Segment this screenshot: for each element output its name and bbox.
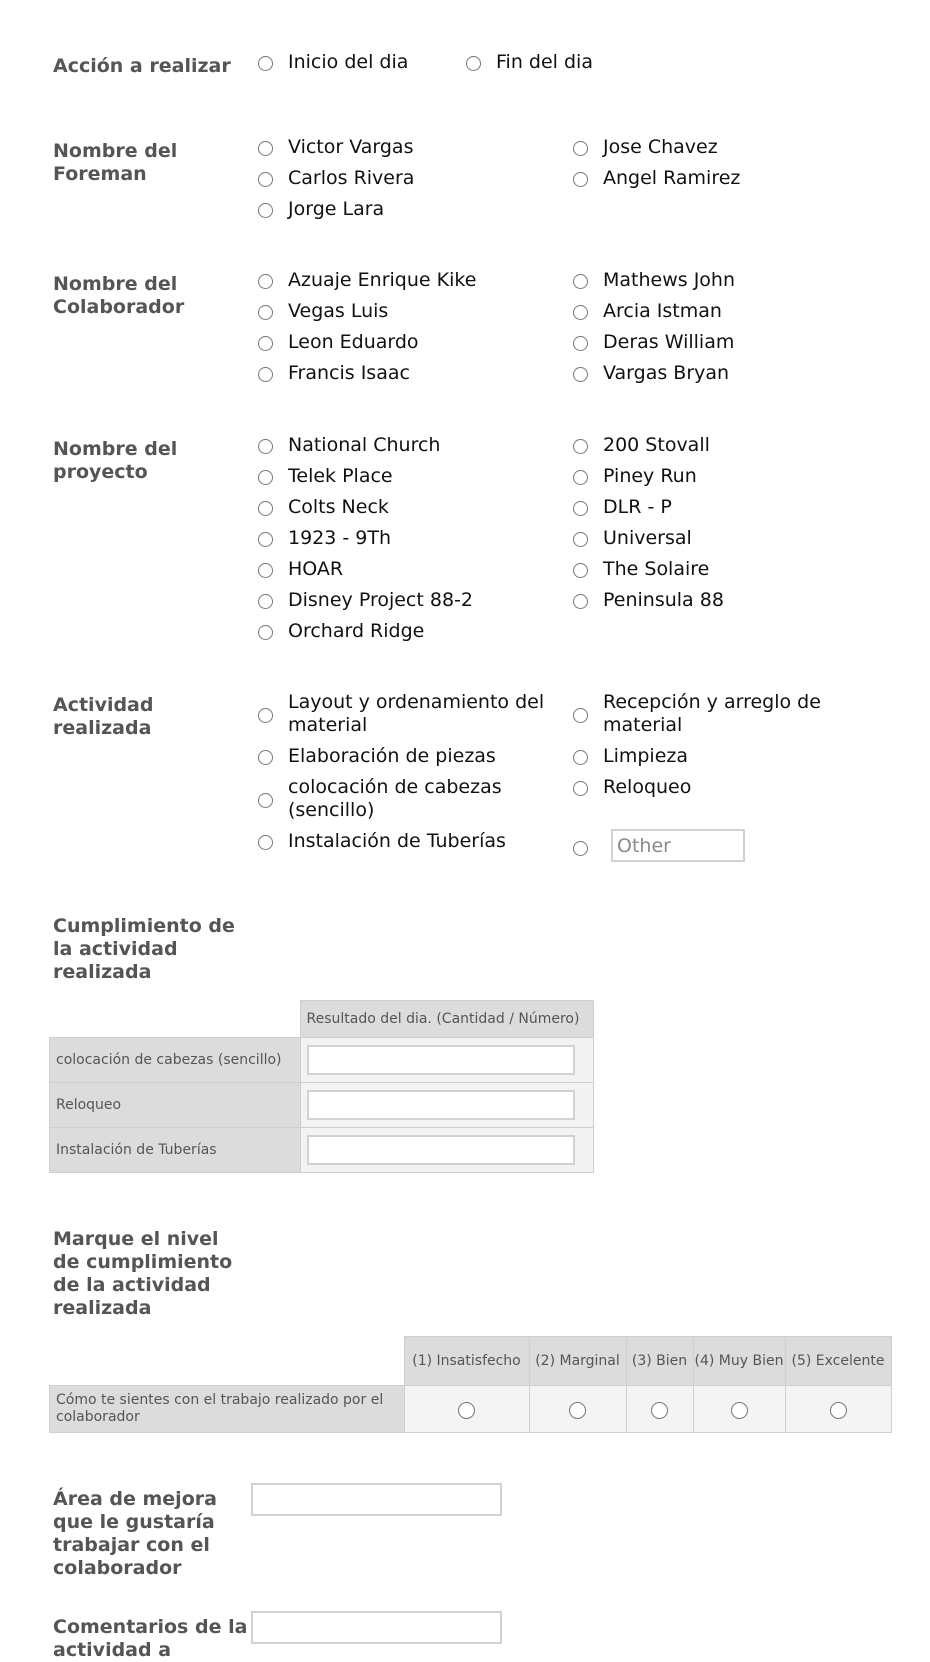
rating-column-header: (1) Insatisfecho bbox=[404, 1337, 529, 1386]
mejora-input[interactable] bbox=[251, 1483, 502, 1516]
resultado-input[interactable] bbox=[307, 1045, 575, 1075]
radio-proyecto[interactable] bbox=[258, 620, 424, 644]
option-label: Instalación de Tuberías bbox=[288, 830, 506, 852]
radio-colaborador[interactable] bbox=[573, 300, 722, 324]
option-label: 1923 - 9Th bbox=[288, 527, 392, 549]
radio-circle-icon[interactable] bbox=[573, 141, 588, 156]
radio-circle-icon[interactable] bbox=[651, 1402, 668, 1419]
nivel-table bbox=[49, 1336, 892, 1433]
option-label: Victor Vargas bbox=[288, 136, 414, 158]
column-header: Resultado del dia. (Cantidad / Número) bbox=[300, 1001, 593, 1038]
option-label: HOAR bbox=[288, 558, 344, 580]
radio-circle-icon[interactable] bbox=[573, 781, 588, 796]
option-label: Francis Isaac bbox=[288, 362, 410, 384]
radio-proyecto[interactable] bbox=[258, 434, 440, 458]
radio-circle-icon[interactable] bbox=[466, 56, 481, 71]
table-cell bbox=[300, 1127, 593, 1172]
corner-cell bbox=[50, 1001, 301, 1038]
resultado-input[interactable] bbox=[307, 1135, 575, 1165]
radio-circle-icon[interactable] bbox=[258, 305, 273, 320]
radio-proyecto[interactable] bbox=[573, 496, 672, 520]
radio-fin-del-dia[interactable] bbox=[466, 51, 593, 75]
radio-circle-icon[interactable] bbox=[573, 594, 588, 609]
radio-proyecto[interactable] bbox=[258, 589, 473, 613]
option-label: Azuaje Enrique Kike bbox=[288, 269, 477, 291]
cumplimiento-table bbox=[49, 1000, 594, 1173]
radio-foreman[interactable] bbox=[258, 167, 414, 191]
option-label: Recepción y arreglo de material bbox=[603, 691, 821, 736]
other-input[interactable] bbox=[611, 829, 745, 862]
option-label: Orchard Ridge bbox=[288, 620, 425, 642]
radio-circle-icon[interactable] bbox=[258, 501, 273, 516]
radio-proyecto[interactable] bbox=[258, 465, 393, 489]
radio-circle-icon[interactable] bbox=[573, 305, 588, 320]
radio-actividad[interactable] bbox=[573, 776, 691, 800]
radio-actividad[interactable] bbox=[573, 745, 688, 769]
radio-colaborador[interactable] bbox=[573, 362, 729, 386]
rating-cell[interactable] bbox=[529, 1386, 626, 1433]
rating-column-header: (5) Excelente bbox=[785, 1337, 891, 1386]
radio-proyecto[interactable] bbox=[258, 558, 343, 582]
proyecto-label: Nombre del proyecto bbox=[53, 438, 178, 483]
radio-circle-icon[interactable] bbox=[573, 172, 588, 187]
option-label: Jorge Lara bbox=[288, 198, 385, 220]
option-label: Inicio del dia bbox=[288, 51, 409, 73]
option-label: Fin del dia bbox=[496, 51, 593, 73]
radio-circle-icon[interactable] bbox=[258, 532, 273, 547]
table-row-label: Instalación de Tuberías bbox=[50, 1127, 301, 1172]
radio-actividad[interactable] bbox=[573, 691, 853, 737]
radio-circle-icon[interactable] bbox=[258, 594, 273, 609]
radio-circle-icon[interactable] bbox=[573, 501, 588, 516]
rating-column-header: (3) Bien bbox=[626, 1337, 693, 1386]
radio-circle-icon[interactable] bbox=[573, 336, 588, 351]
radio-circle-icon[interactable] bbox=[573, 274, 588, 289]
radio-foreman[interactable] bbox=[258, 136, 413, 160]
option-label: DLR - P bbox=[603, 496, 672, 518]
radio-colaborador[interactable] bbox=[258, 331, 419, 355]
cumplimiento-label: Cumplimiento de la actividad realizada bbox=[53, 915, 235, 983]
resultado-input[interactable] bbox=[307, 1090, 575, 1120]
table-row-label: colocación de cabezas (sencillo) bbox=[50, 1037, 301, 1082]
radio-actividad[interactable] bbox=[258, 776, 548, 822]
radio-colaborador[interactable] bbox=[258, 362, 410, 386]
radio-proyecto[interactable] bbox=[573, 558, 709, 582]
comentarios-label: Comentarios de la actividad a bbox=[53, 1616, 248, 1661]
radio-circle-icon[interactable] bbox=[258, 835, 273, 850]
option-label: Arcia Istman bbox=[603, 300, 722, 322]
option-label: Leon Eduardo bbox=[288, 331, 419, 353]
radio-proyecto[interactable] bbox=[573, 527, 692, 551]
radio-proyecto[interactable] bbox=[573, 434, 710, 458]
option-label: Vargas Bryan bbox=[603, 362, 730, 384]
radio-circle-icon[interactable] bbox=[258, 750, 273, 765]
radio-circle-icon[interactable] bbox=[573, 563, 588, 578]
option-label: Disney Project 88-2 bbox=[288, 589, 473, 611]
accion-label: Acción a realizar bbox=[53, 55, 231, 77]
radio-circle-icon[interactable] bbox=[573, 367, 588, 382]
radio-inicio-del-dia[interactable] bbox=[258, 51, 408, 75]
radio-proyecto[interactable] bbox=[573, 589, 724, 613]
radio-circle-icon[interactable] bbox=[573, 439, 588, 454]
option-label: Vegas Luis bbox=[288, 300, 389, 322]
radio-actividad[interactable] bbox=[258, 830, 506, 854]
radio-actividad-other[interactable] bbox=[573, 836, 603, 860]
radio-circle-icon[interactable] bbox=[258, 336, 273, 351]
option-label: Peninsula 88 bbox=[603, 589, 724, 611]
nivel-label: Marque el nivel de cumplimiento de la actividad realizada bbox=[53, 1228, 233, 1319]
table-cell bbox=[300, 1037, 593, 1082]
option-label: Colts Neck bbox=[288, 496, 389, 518]
radio-colaborador[interactable] bbox=[573, 269, 735, 293]
option-label: Angel Ramirez bbox=[603, 167, 741, 189]
option-label: Layout y ordenamiento del material bbox=[288, 691, 545, 736]
rating-cell[interactable] bbox=[693, 1386, 785, 1433]
radio-foreman[interactable] bbox=[573, 167, 740, 191]
option-label: Reloqueo bbox=[603, 776, 692, 798]
radio-circle-icon[interactable] bbox=[258, 203, 273, 218]
radio-circle-icon[interactable] bbox=[573, 750, 588, 765]
radio-circle-icon[interactable] bbox=[258, 172, 273, 187]
option-label: Limpieza bbox=[603, 745, 689, 767]
option-label: Telek Place bbox=[288, 465, 393, 487]
radio-circle-icon[interactable] bbox=[258, 56, 273, 71]
radio-colaborador[interactable] bbox=[258, 300, 388, 324]
radio-circle-icon[interactable] bbox=[258, 793, 273, 808]
radio-circle-icon[interactable] bbox=[569, 1402, 586, 1419]
radio-circle-icon[interactable] bbox=[258, 563, 273, 578]
mejora-label: Área de mejora que le gustaría trabajar con el colaborador bbox=[53, 1488, 217, 1579]
table-row-label: Reloqueo bbox=[50, 1082, 301, 1127]
rating-cell[interactable] bbox=[785, 1386, 891, 1433]
table-cell bbox=[300, 1082, 593, 1127]
option-label: Carlos Rivera bbox=[288, 167, 415, 189]
radio-circle-icon[interactable] bbox=[258, 625, 273, 640]
radio-circle-icon[interactable] bbox=[258, 141, 273, 156]
option-label: Deras William bbox=[603, 331, 735, 353]
option-label: Universal bbox=[603, 527, 692, 549]
radio-colaborador[interactable] bbox=[573, 331, 734, 355]
option-label: The Solaire bbox=[603, 558, 710, 580]
radio-circle-icon[interactable] bbox=[573, 470, 588, 485]
rating-row-label: Cómo te sientes con el trabajo realizado por el colaborador bbox=[50, 1386, 405, 1433]
radio-circle-icon[interactable] bbox=[258, 708, 273, 723]
radio-circle-icon[interactable] bbox=[258, 367, 273, 382]
actividad-label: Actividad realizada bbox=[53, 694, 154, 739]
rating-column-header: (4) Muy Bien bbox=[693, 1337, 785, 1386]
rating-cell[interactable] bbox=[404, 1386, 529, 1433]
foreman-label: Nombre del Foreman bbox=[53, 140, 178, 185]
option-label: Piney Run bbox=[603, 465, 697, 487]
option-label: Jose Chavez bbox=[603, 136, 718, 158]
rating-column-header: (2) Marginal bbox=[529, 1337, 626, 1386]
radio-circle-icon[interactable] bbox=[458, 1402, 475, 1419]
radio-actividad[interactable] bbox=[258, 745, 496, 769]
corner-cell bbox=[50, 1337, 405, 1386]
comentarios-input[interactable] bbox=[251, 1611, 502, 1644]
option-label: colocación de cabezas (sencillo) bbox=[288, 776, 502, 821]
option-label: Elaboración de piezas bbox=[288, 745, 496, 767]
radio-proyecto[interactable] bbox=[258, 527, 391, 551]
radio-circle-icon[interactable] bbox=[573, 532, 588, 547]
radio-circle-icon[interactable] bbox=[830, 1402, 847, 1419]
radio-actividad[interactable] bbox=[258, 691, 548, 737]
radio-foreman[interactable] bbox=[258, 198, 384, 222]
radio-proyecto[interactable] bbox=[573, 465, 697, 489]
radio-colaborador[interactable] bbox=[258, 269, 476, 293]
option-label: Mathews John bbox=[603, 269, 736, 291]
colaborador-label: Nombre del Colaborador bbox=[53, 273, 185, 318]
radio-circle-icon[interactable] bbox=[573, 841, 588, 856]
rating-cell[interactable] bbox=[626, 1386, 693, 1433]
option-label: 200 Stovall bbox=[603, 434, 710, 456]
radio-circle-icon[interactable] bbox=[573, 708, 588, 723]
radio-foreman[interactable] bbox=[573, 136, 718, 160]
radio-proyecto[interactable] bbox=[258, 496, 389, 520]
radio-circle-icon[interactable] bbox=[258, 470, 273, 485]
radio-circle-icon[interactable] bbox=[731, 1402, 748, 1419]
radio-circle-icon[interactable] bbox=[258, 274, 273, 289]
radio-circle-icon[interactable] bbox=[258, 439, 273, 454]
option-label: National Church bbox=[288, 434, 441, 456]
